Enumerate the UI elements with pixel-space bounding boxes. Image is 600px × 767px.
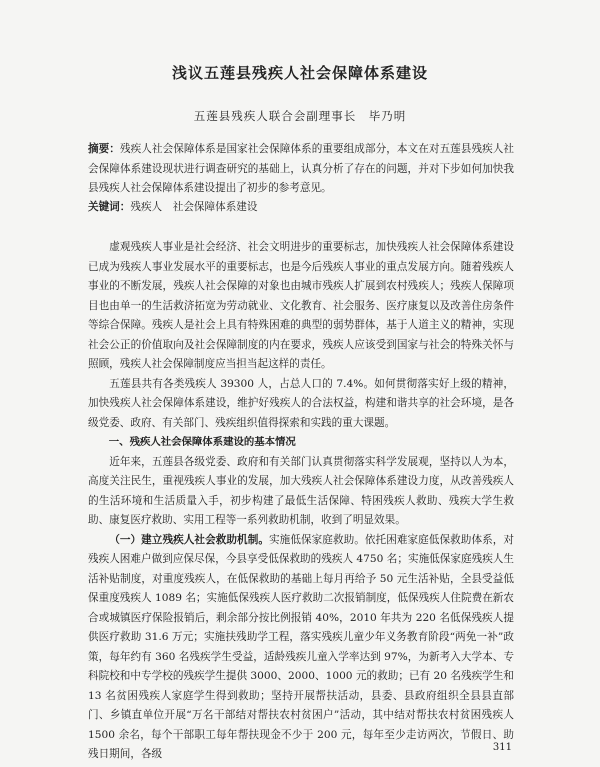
keywords [88,198,514,218]
subsection-text: 实施低保家庭救助。依托困难家庭低保救助体系，对残疾人困难户做到应保尽保，今县享受低保救助的残疾人 4750 名；实施低保家庭残疾人生活补贴制度，对重度残疾人，在低保救助的基础上每月再给予 50 元生活补贴，全县受益低保重度残疾人 1089 名；实施低保残疾人医疗救助二次报销制度，低保残疾人住院费在新农合或城镇医疗保险报销后，剩余部分按比例报销 40%，2010 年共为 220 名低保残疾人提供医疗救助 31.6 万元；实施扶残助学工程，落实残疾儿童少年义务教育阶段“两免一补”政策，每年约有 360 名残疾学生受益，适龄残疾儿童入学率达到 97%，为新考入大学本、专科院校和中专学校的残疾学生提供 3000、2000、1000 元的救助；已有 20 名残疾学生和 13 名贫困残疾人家庭学生得到救助；坚持开展帮扶活动，县委、县政府组织全县县直部门、乡镇直单位开展“万名干部结对帮扶农村贫困户”活动，其中结对帮扶农村贫困残疾人 1500 余名，每个干部职工每年帮扶现金不少于 200 元，每年至少走访两次，节假日、助残日期间，各级 [88,533,515,760]
section-heading: 一、残疾人社会保障体系建设的基本情况 [108,436,296,448]
abstract-label: 摘要： [88,143,120,155]
author-line: 五莲县残疾人联合会副理事长 毕乃明 [193,109,407,123]
abstract-text: 残疾人社会保障体系是国家社会保障体系的重要组成部分，本文在对五莲县残疾人社会保障体系建设现状进行调查研究的基础上，认真分析了存在的问题，并对下步如何加快我县残疾人社会保障体系建设提出了初步的参考意见。 [88,143,515,194]
page-number: 311 [492,742,512,753]
subsection-heading: （一）建立残疾人社会救助机制。 [109,533,270,546]
keywords-text: 残疾人 社会保障体系建设 [130,201,258,213]
paragraph: 五莲县共有各类残疾人 39300 人，占总人口的 7.4%。如何贯彻落实好上级的精神，加快残疾人社会保障体系建设，维护好残疾人的合法权益，构建和谐共享的社会环境，是各级党委、政府、有关部门、残疾组织值得探索和实践的重大课题。 [88,377,514,429]
abstract [88,140,514,199]
paragraph [88,531,514,765]
main-body [88,238,514,765]
keywords-label: 关键词： [88,201,131,213]
paragraph: 近年来，五莲县各级党委、政府和有关部门认真贯彻落实科学发展观，坚持以人为本，高度关注民生，重视残疾人事业的发展，加大残疾人社会保障体系建设力度，从改善残疾人的生活环境和生活质量入手，初步构建了最低生活保障、特困残疾人救助、残疾大学生救助、康复医疗救助、实用工程等一系列救助机制，收到了明显效果。 [88,455,514,526]
page-title: 浅议五莲县残疾人社会保障体系建设 [171,64,428,82]
paragraph: 虚观残疾人事业是社会经济、社会文明进步的重要标志，加快残疾人社会保障体系建设已成为残疾人事业发展水平的重要标志，也是今后残疾人事业的重点发展方向。随着残疾人事业的不断发展，残疾人社会保障的对象也由城市残疾人扩展到农村残疾人；残疾人保障项目也由单一的生活救济拓宽为劳动就业、文化教育、社会服务、医疗康复以及改善住房条件等综合保障。残疾人是社会上具有特殊困难的典型的弱势群体，基于人道主义的精神，实现社会公正的价值取向及社会保障制度的内在要求，残疾人应该受到国家与社会的特殊关怀与照顾，残疾人社会保障制度应当担当起这样的责任。 [88,241,514,370]
